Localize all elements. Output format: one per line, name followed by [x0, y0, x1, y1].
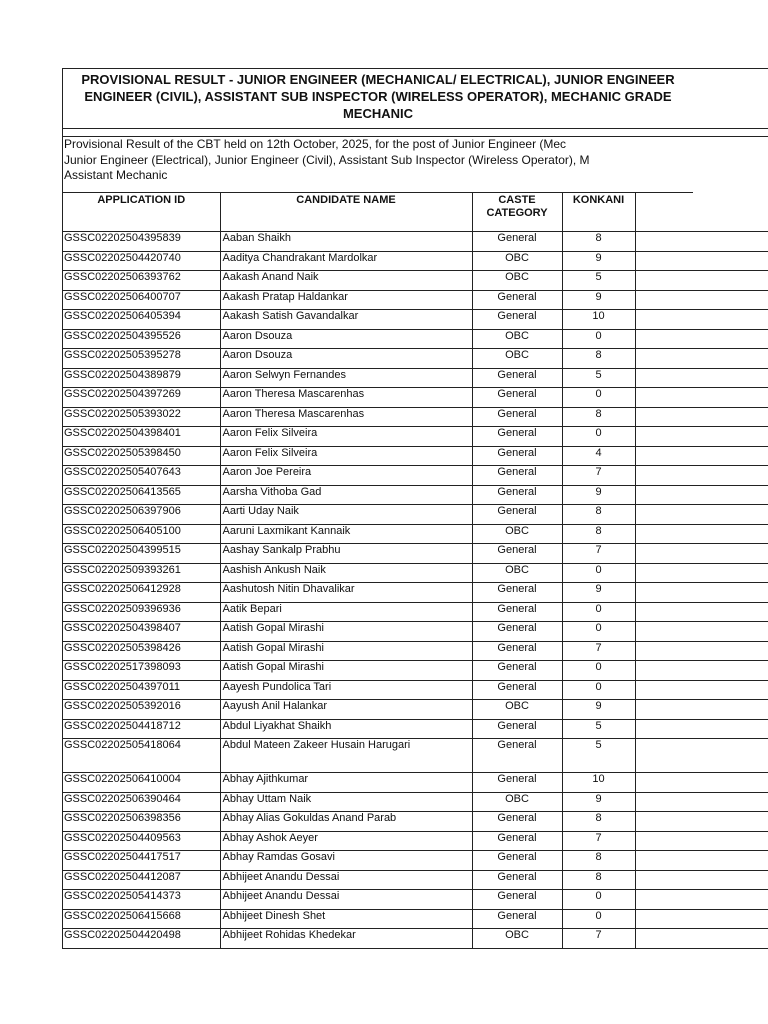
caste-category-cell: General [472, 641, 562, 661]
candidate-name-cell: Abhay Ashok Aeyer [220, 831, 472, 851]
extra-cell [635, 329, 768, 349]
extra-cell [635, 388, 768, 408]
table-row [63, 407, 768, 427]
candidate-name-cell: Aaron Theresa Mascarenhas [220, 388, 472, 408]
konkani-score-cell: 5 [562, 271, 635, 291]
extra-cell [635, 870, 768, 890]
extra-cell [635, 407, 768, 427]
header-extra [635, 193, 768, 232]
konkani-score-cell: 0 [562, 909, 635, 929]
konkani-score-cell: 0 [562, 563, 635, 583]
table-row [63, 929, 768, 949]
candidate-name-cell: Aatish Gopal Mirashi [220, 661, 472, 681]
results-table [63, 193, 768, 949]
candidate-name-cell: Abhay Uttam Naik [220, 792, 472, 812]
application-id-cell: GSSC02202506398356 [63, 812, 220, 832]
caste-category-cell: General [472, 232, 562, 252]
caste-category-cell: OBC [472, 563, 562, 583]
candidate-name-cell: Aatik Bepari [220, 602, 472, 622]
extra-cell [635, 831, 768, 851]
candidate-name-cell: Abdul Liyakhat Shaikh [220, 719, 472, 739]
header-candidate-name: CANDIDATE NAME [220, 193, 472, 232]
caste-category-cell: General [472, 719, 562, 739]
konkani-score-cell: 10 [562, 310, 635, 330]
caste-category-cell: OBC [472, 271, 562, 291]
caste-category-cell: General [472, 773, 562, 793]
candidate-name-cell: Abhijeet Dinesh Shet [220, 909, 472, 929]
caste-category-cell: General [472, 544, 562, 564]
extra-cell [635, 739, 768, 773]
candidate-name-cell: Abdul Mateen Zakeer Husain Harugari [220, 739, 472, 773]
table-row [63, 524, 768, 544]
konkani-score-cell: 0 [562, 329, 635, 349]
konkani-score-cell: 0 [562, 661, 635, 681]
table-row [63, 349, 768, 369]
candidate-name-cell: Aashutosh Nitin Dhavalikar [220, 583, 472, 603]
application-id-cell: GSSC02202505418064 [63, 739, 220, 773]
konkani-score-cell: 7 [562, 466, 635, 486]
candidate-name-cell: Abhay Ajithkumar [220, 773, 472, 793]
table-row [63, 773, 768, 793]
extra-cell [635, 792, 768, 812]
candidate-name-cell: Aaruni Laxmikant Kannaik [220, 524, 472, 544]
application-id-cell: GSSC02202505414373 [63, 890, 220, 910]
application-id-cell: GSSC02202504418712 [63, 719, 220, 739]
application-id-cell: GSSC02202505392016 [63, 700, 220, 720]
table-row [63, 232, 768, 252]
page-title: PROVISIONAL RESULT - JUNIOR ENGINEER (MECHANICAL/ ELECTRICAL), JUNIOR ENGINEER ENGINEER (CIVIL), ASSISTANT SUB INSPECTOR (WIRELESS OPERATOR), MECHANIC GRADE MECHANIC [81, 72, 675, 121]
extra-cell [635, 851, 768, 871]
table-row [63, 739, 768, 773]
header-caste-category: CASTE CATEGORY [472, 193, 562, 232]
caste-category-cell: General [472, 870, 562, 890]
table-row [63, 290, 768, 310]
konkani-score-cell: 0 [562, 890, 635, 910]
caste-category-cell: OBC [472, 524, 562, 544]
caste-category-cell: General [472, 890, 562, 910]
konkani-score-cell: 0 [562, 680, 635, 700]
table-body [63, 232, 768, 949]
table-row [63, 368, 768, 388]
application-id-cell: GSSC02202504397269 [63, 388, 220, 408]
konkani-score-cell: 9 [562, 290, 635, 310]
extra-cell [635, 929, 768, 949]
extra-cell [635, 602, 768, 622]
candidate-name-cell: Aaron Dsouza [220, 329, 472, 349]
konkani-score-cell: 9 [562, 485, 635, 505]
application-id-cell: GSSC02202504412087 [63, 870, 220, 890]
konkani-score-cell: 0 [562, 602, 635, 622]
konkani-score-cell: 5 [562, 368, 635, 388]
extra-cell [635, 622, 768, 642]
intro-paragraph: Provisional Result of the CBT held on 12th October, 2025, for the post of Junior Engineer (Mec Junior Engineer (Electrical), Junior Engineer (Civil), Assistant Sub Inspector (Wireless Operator), M Assistant Mechanic [63, 137, 693, 193]
application-id-cell: GSSC02202505398450 [63, 446, 220, 466]
extra-cell [635, 890, 768, 910]
table-row [63, 641, 768, 661]
caste-category-cell: General [472, 812, 562, 832]
table-row [63, 870, 768, 890]
candidate-name-cell: Aarti Uday Naik [220, 505, 472, 525]
candidate-name-cell: Aayush Anil Halankar [220, 700, 472, 720]
candidate-name-cell: Aatish Gopal Mirashi [220, 641, 472, 661]
candidate-name-cell: Aayesh Pundolica Tari [220, 680, 472, 700]
caste-category-cell: General [472, 831, 562, 851]
candidate-name-cell: Abhijeet Rohidas Khedekar [220, 929, 472, 949]
table-row [63, 251, 768, 271]
table-row [63, 700, 768, 720]
konkani-score-cell: 8 [562, 851, 635, 871]
extra-cell [635, 563, 768, 583]
caste-category-cell: OBC [472, 700, 562, 720]
candidate-name-cell: Abhijeet Anandu Dessai [220, 890, 472, 910]
candidate-name-cell: Aashay Sankalp Prabhu [220, 544, 472, 564]
application-id-cell: GSSC02202505398426 [63, 641, 220, 661]
table-row [63, 485, 768, 505]
extra-cell [635, 909, 768, 929]
table-row [63, 446, 768, 466]
konkani-score-cell: 8 [562, 349, 635, 369]
candidate-name-cell: Aashish Ankush Naik [220, 563, 472, 583]
caste-category-cell: OBC [472, 792, 562, 812]
application-id-cell: GSSC02202506397906 [63, 505, 220, 525]
table-row [63, 661, 768, 681]
application-id-cell: GSSC02202504397011 [63, 680, 220, 700]
candidate-name-cell: Aaron Felix Silveira [220, 446, 472, 466]
application-id-cell: GSSC02202504398407 [63, 622, 220, 642]
konkani-score-cell: 0 [562, 622, 635, 642]
candidate-name-cell: Aaron Selwyn Fernandes [220, 368, 472, 388]
application-id-cell: GSSC02202504420498 [63, 929, 220, 949]
caste-category-cell: General [472, 407, 562, 427]
caste-category-cell: General [472, 661, 562, 681]
spacer-row [63, 129, 768, 137]
table-row [63, 890, 768, 910]
application-id-cell: GSSC02202504420740 [63, 251, 220, 271]
application-id-cell: GSSC02202506400707 [63, 290, 220, 310]
extra-cell [635, 524, 768, 544]
application-id-cell: GSSC02202506405100 [63, 524, 220, 544]
konkani-score-cell: 8 [562, 407, 635, 427]
candidate-name-cell: Abhay Ramdas Gosavi [220, 851, 472, 871]
result-sheet [62, 68, 768, 952]
application-id-cell: GSSC02202506412928 [63, 583, 220, 603]
table-header-row [63, 193, 768, 232]
application-id-cell: GSSC02202504389879 [63, 368, 220, 388]
caste-category-cell: General [472, 368, 562, 388]
konkani-score-cell: 8 [562, 232, 635, 252]
table-row [63, 851, 768, 871]
extra-cell [635, 773, 768, 793]
table-row [63, 680, 768, 700]
application-id-cell: GSSC02202504398401 [63, 427, 220, 447]
extra-cell [635, 812, 768, 832]
application-id-cell: GSSC02202505407643 [63, 466, 220, 486]
konkani-score-cell: 8 [562, 870, 635, 890]
caste-category-cell: General [472, 909, 562, 929]
konkani-score-cell: 7 [562, 831, 635, 851]
candidate-name-cell: Aaron Joe Pereira [220, 466, 472, 486]
application-id-cell: GSSC02202506415668 [63, 909, 220, 929]
application-id-cell: GSSC02202506413565 [63, 485, 220, 505]
caste-category-cell: OBC [472, 349, 562, 369]
candidate-name-cell: Aakash Satish Gavandalkar [220, 310, 472, 330]
konkani-score-cell: 7 [562, 544, 635, 564]
table-row [63, 310, 768, 330]
candidate-name-cell: Abhay Alias Gokuldas Anand Parab [220, 812, 472, 832]
extra-cell [635, 680, 768, 700]
table-row [63, 388, 768, 408]
extra-cell [635, 485, 768, 505]
caste-category-cell: General [472, 622, 562, 642]
caste-category-cell: General [472, 505, 562, 525]
konkani-score-cell: 0 [562, 427, 635, 447]
extra-cell [635, 446, 768, 466]
candidate-name-cell: Aaban Shaikh [220, 232, 472, 252]
table-row [63, 271, 768, 291]
application-id-cell: GSSC02202505393022 [63, 407, 220, 427]
konkani-score-cell: 5 [562, 739, 635, 773]
extra-cell [635, 719, 768, 739]
application-id-cell: GSSC02202506410004 [63, 773, 220, 793]
extra-cell [635, 641, 768, 661]
caste-category-cell: OBC [472, 251, 562, 271]
candidate-name-cell: Aaron Felix Silveira [220, 427, 472, 447]
caste-category-cell: OBC [472, 329, 562, 349]
extra-cell [635, 349, 768, 369]
table-row [63, 466, 768, 486]
candidate-name-cell: Aatish Gopal Mirashi [220, 622, 472, 642]
extra-cell [635, 271, 768, 291]
caste-category-cell: General [472, 310, 562, 330]
caste-category-cell: General [472, 290, 562, 310]
konkani-score-cell: 4 [562, 446, 635, 466]
application-id-cell: GSSC02202504399515 [63, 544, 220, 564]
extra-cell [635, 700, 768, 720]
application-id-cell: GSSC02202505395278 [63, 349, 220, 369]
table-row [63, 505, 768, 525]
konkani-score-cell: 9 [562, 792, 635, 812]
konkani-score-cell: 8 [562, 812, 635, 832]
candidate-name-cell: Aakash Pratap Haldankar [220, 290, 472, 310]
extra-cell [635, 427, 768, 447]
table-row [63, 544, 768, 564]
title-box [63, 69, 768, 129]
table-row [63, 792, 768, 812]
table-row [63, 812, 768, 832]
candidate-name-cell: Aaron Dsouza [220, 349, 472, 369]
caste-category-cell: OBC [472, 929, 562, 949]
table-row [63, 909, 768, 929]
caste-category-cell: General [472, 739, 562, 773]
application-id-cell: GSSC02202517398093 [63, 661, 220, 681]
header-application-id: APPLICATION ID [63, 193, 220, 232]
caste-category-cell: General [472, 466, 562, 486]
table-row [63, 427, 768, 447]
konkani-score-cell: 9 [562, 700, 635, 720]
konkani-score-cell: 9 [562, 251, 635, 271]
table-row [63, 831, 768, 851]
extra-cell [635, 251, 768, 271]
table-row [63, 622, 768, 642]
application-id-cell: GSSC02202509396936 [63, 602, 220, 622]
table-row [63, 602, 768, 622]
extra-cell [635, 544, 768, 564]
candidate-name-cell: Abhijeet Anandu Dessai [220, 870, 472, 890]
application-id-cell: GSSC02202506393762 [63, 271, 220, 291]
caste-category-cell: General [472, 427, 562, 447]
konkani-score-cell: 5 [562, 719, 635, 739]
caste-category-cell: General [472, 446, 562, 466]
candidate-name-cell: Aaron Theresa Mascarenhas [220, 407, 472, 427]
application-id-cell: GSSC02202509393261 [63, 563, 220, 583]
konkani-score-cell: 7 [562, 929, 635, 949]
extra-cell [635, 232, 768, 252]
table-row [63, 563, 768, 583]
table-row [63, 719, 768, 739]
extra-cell [635, 310, 768, 330]
extra-cell [635, 505, 768, 525]
konkani-score-cell: 8 [562, 524, 635, 544]
extra-cell [635, 368, 768, 388]
extra-cell [635, 583, 768, 603]
table-row [63, 583, 768, 603]
konkani-score-cell: 10 [562, 773, 635, 793]
caste-category-cell: General [472, 485, 562, 505]
extra-cell [635, 661, 768, 681]
caste-category-cell: General [472, 680, 562, 700]
caste-category-cell: General [472, 851, 562, 871]
konkani-score-cell: 7 [562, 641, 635, 661]
sheet-frame [62, 68, 768, 949]
candidate-name-cell: Aakash Anand Naik [220, 271, 472, 291]
application-id-cell: GSSC02202504395839 [63, 232, 220, 252]
table-row [63, 329, 768, 349]
konkani-score-cell: 0 [562, 388, 635, 408]
extra-cell [635, 290, 768, 310]
application-id-cell: GSSC02202506390464 [63, 792, 220, 812]
application-id-cell: GSSC02202506405394 [63, 310, 220, 330]
caste-category-cell: General [472, 388, 562, 408]
header-konkani: KONKANI [562, 193, 635, 232]
konkani-score-cell: 9 [562, 583, 635, 603]
extra-cell [635, 466, 768, 486]
application-id-cell: GSSC02202504417517 [63, 851, 220, 871]
caste-category-cell: General [472, 583, 562, 603]
konkani-score-cell: 8 [562, 505, 635, 525]
caste-category-cell: General [472, 602, 562, 622]
application-id-cell: GSSC02202504395526 [63, 329, 220, 349]
application-id-cell: GSSC02202504409563 [63, 831, 220, 851]
candidate-name-cell: Aarsha Vithoba Gad [220, 485, 472, 505]
candidate-name-cell: Aaditya Chandrakant Mardolkar [220, 251, 472, 271]
